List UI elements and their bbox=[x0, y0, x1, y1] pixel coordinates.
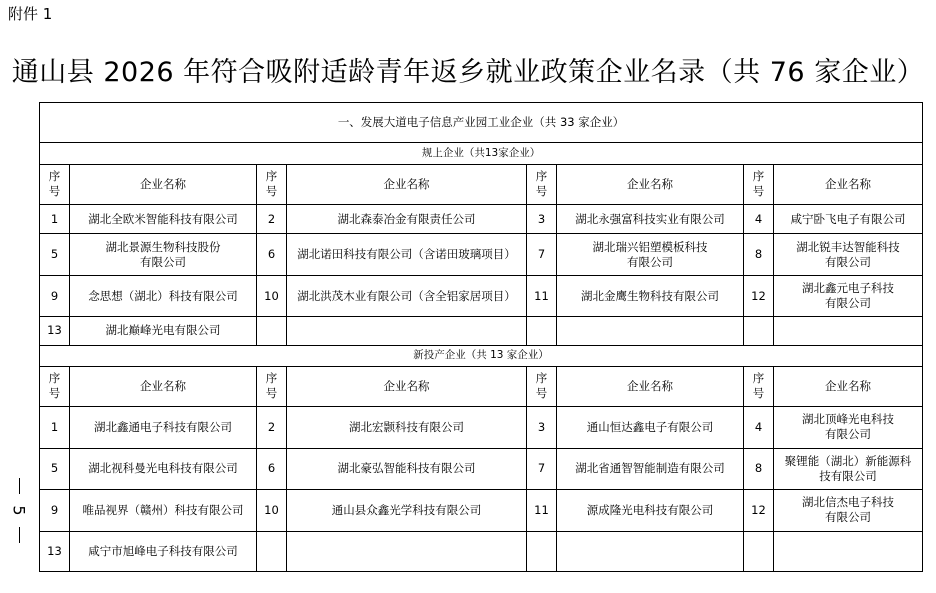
column-header-company-name: 企业名称 bbox=[557, 366, 744, 406]
table-row bbox=[40, 448, 923, 489]
column-header-index: 序 号 bbox=[744, 164, 774, 204]
row-number: 8 bbox=[744, 448, 774, 489]
row-number: 7 bbox=[527, 448, 557, 489]
company-name: 湖北金鹰生物科技有限公司 bbox=[557, 275, 744, 316]
company-name: 湖北瑞兴铝塑模板科技 有限公司 bbox=[557, 234, 744, 275]
row-number: 7 bbox=[527, 234, 557, 275]
row-number bbox=[257, 531, 287, 572]
company-name bbox=[557, 317, 744, 345]
company-name: 通山县众鑫光学科技有限公司 bbox=[287, 490, 527, 531]
group-title-row bbox=[40, 345, 923, 366]
company-name: 湖北锐丰达智能科技 有限公司 bbox=[774, 234, 923, 275]
company-name bbox=[557, 531, 744, 572]
attachment-label: 附件 1 bbox=[8, 5, 53, 23]
row-number: 10 bbox=[257, 275, 287, 316]
table-row bbox=[40, 317, 923, 345]
group-title-row bbox=[40, 143, 923, 164]
row-number: 10 bbox=[257, 490, 287, 531]
row-number bbox=[744, 317, 774, 345]
section-title: 一、发展大道电子信息产业园工业企业（共 33 家企业） bbox=[40, 103, 923, 143]
company-name: 湖北全欧米智能科技有限公司 bbox=[70, 205, 257, 234]
column-header-company-name: 企业名称 bbox=[287, 164, 527, 204]
row-number: 3 bbox=[527, 407, 557, 448]
row-number: 6 bbox=[257, 448, 287, 489]
row-number: 1 bbox=[40, 205, 70, 234]
table-row bbox=[40, 205, 923, 234]
row-number: 12 bbox=[744, 275, 774, 316]
column-header-index: 序 号 bbox=[744, 366, 774, 406]
company-name: 湖北永强富科技实业有限公司 bbox=[557, 205, 744, 234]
header-row bbox=[40, 366, 923, 406]
column-header-company-name: 企业名称 bbox=[774, 164, 923, 204]
row-number bbox=[527, 531, 557, 572]
row-number: 8 bbox=[744, 234, 774, 275]
column-header-index: 序 号 bbox=[257, 366, 287, 406]
column-header-index: 序 号 bbox=[527, 366, 557, 406]
row-number: 9 bbox=[40, 275, 70, 316]
company-name: 湖北诺田科技有限公司（含诺田玻璃项目） bbox=[287, 234, 527, 275]
document-title: 通山县 2026 年符合吸附适龄青年返乡就业政策企业名录（共 76 家企业） bbox=[11, 57, 925, 88]
company-name: 湖北视科曼光电科技有限公司 bbox=[70, 448, 257, 489]
company-name bbox=[774, 317, 923, 345]
company-name: 源成隆光电科技有限公司 bbox=[557, 490, 744, 531]
company-name: 湖北鑫元电子科技 有限公司 bbox=[774, 275, 923, 316]
column-header-company-name: 企业名称 bbox=[557, 164, 744, 204]
company-name: 湖北顶峰光电科技 有限公司 bbox=[774, 407, 923, 448]
group-title: 新投产企业（共 13 家企业） bbox=[40, 345, 923, 366]
group-title: 规上企业（共13家企业） bbox=[40, 143, 923, 164]
company-name: 咸宁市旭峰电子科技有限公司 bbox=[70, 531, 257, 572]
company-name: 湖北豪弘智能科技有限公司 bbox=[287, 448, 527, 489]
section-title-row bbox=[40, 103, 923, 143]
company-name: 聚锂能（湖北）新能源科 技有限公司 bbox=[774, 448, 923, 489]
company-name: 湖北森泰冶金有限责任公司 bbox=[287, 205, 527, 234]
column-header-index: 序 号 bbox=[527, 164, 557, 204]
row-number: 9 bbox=[40, 490, 70, 531]
company-name: 念思想（湖北）科技有限公司 bbox=[70, 275, 257, 316]
row-number: 12 bbox=[744, 490, 774, 531]
company-name bbox=[287, 531, 527, 572]
company-name: 湖北景源生物科技股份 有限公司 bbox=[70, 234, 257, 275]
row-number: 2 bbox=[257, 407, 287, 448]
company-name: 湖北宏颢科技有限公司 bbox=[287, 407, 527, 448]
row-number: 13 bbox=[40, 531, 70, 572]
table-row bbox=[40, 275, 923, 316]
column-header-index: 序 号 bbox=[40, 164, 70, 204]
company-roster-table bbox=[39, 102, 923, 572]
row-number: 5 bbox=[40, 448, 70, 489]
column-header-company-name: 企业名称 bbox=[774, 366, 923, 406]
row-number: 11 bbox=[527, 490, 557, 531]
company-name: 湖北洪茂木业有限公司（含全铝家居项目） bbox=[287, 275, 527, 316]
row-number bbox=[527, 317, 557, 345]
page-number-dash-bottom bbox=[19, 527, 20, 543]
row-number: 4 bbox=[744, 407, 774, 448]
company-name: 唯品视界（赣州）科技有限公司 bbox=[70, 490, 257, 531]
company-name bbox=[287, 317, 527, 345]
company-name: 湖北鑫通电子科技有限公司 bbox=[70, 407, 257, 448]
row-number: 6 bbox=[257, 234, 287, 275]
column-header-company-name: 企业名称 bbox=[287, 366, 527, 406]
column-header-company-name: 企业名称 bbox=[70, 366, 257, 406]
company-name: 咸宁卧飞电子有限公司 bbox=[774, 205, 923, 234]
company-name: 湖北信杰电子科技 有限公司 bbox=[774, 490, 923, 531]
table-row bbox=[40, 490, 923, 531]
company-name bbox=[774, 531, 923, 572]
column-header-index: 序 号 bbox=[40, 366, 70, 406]
table-row bbox=[40, 234, 923, 275]
row-number bbox=[744, 531, 774, 572]
table-row bbox=[40, 531, 923, 572]
page-number bbox=[8, 478, 30, 543]
roster-body bbox=[40, 103, 923, 572]
company-name: 通山恒达鑫电子有限公司 bbox=[557, 407, 744, 448]
column-header-company-name: 企业名称 bbox=[70, 164, 257, 204]
column-header-index: 序 号 bbox=[257, 164, 287, 204]
row-number: 2 bbox=[257, 205, 287, 234]
row-number: 1 bbox=[40, 407, 70, 448]
row-number: 3 bbox=[527, 205, 557, 234]
table-row bbox=[40, 407, 923, 448]
row-number: 13 bbox=[40, 317, 70, 345]
row-number: 4 bbox=[744, 205, 774, 234]
page-number-value: 5 bbox=[9, 505, 29, 516]
company-name: 湖北省通智智能制造有限公司 bbox=[557, 448, 744, 489]
company-name: 湖北巅峰光电有限公司 bbox=[70, 317, 257, 345]
page-number-dash-top bbox=[19, 478, 20, 494]
row-number: 5 bbox=[40, 234, 70, 275]
header-row bbox=[40, 164, 923, 204]
row-number: 11 bbox=[527, 275, 557, 316]
row-number bbox=[257, 317, 287, 345]
